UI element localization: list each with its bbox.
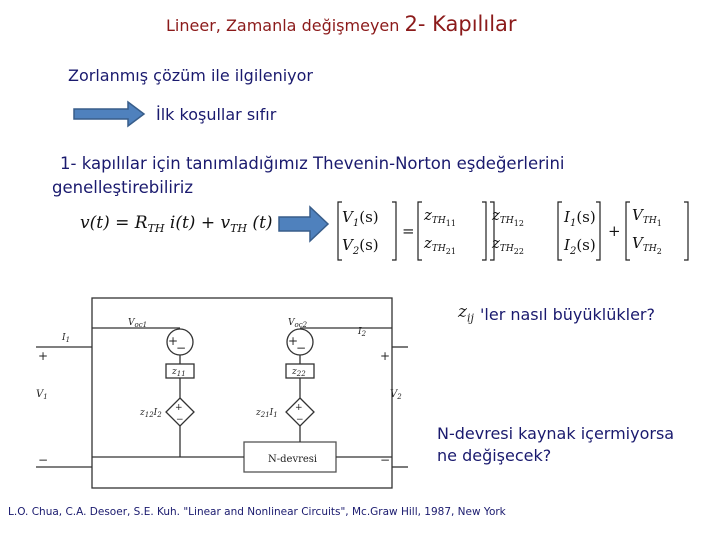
statement-initial-conditions: İlk koşullar sıfır bbox=[156, 105, 277, 124]
svg-text:−: − bbox=[176, 415, 184, 425]
question-line-2: ne değişecek? bbox=[437, 446, 552, 465]
svg-text:zTH11: $z_{TH11}$ bbox=[424, 206, 456, 228]
svg-text:V2: $V_2$ bbox=[390, 389, 402, 401]
svg-text:VTH1: $V_{TH1}$ bbox=[632, 206, 662, 228]
svg-text:V2(s): $V_2(s)$ bbox=[342, 236, 379, 257]
svg-text:+: + bbox=[38, 349, 49, 363]
svg-text:+: + bbox=[288, 334, 299, 348]
question-n-network bbox=[437, 423, 674, 467]
zij-symbol: $z_{ij}$ bbox=[458, 302, 474, 325]
generalization-paragraph bbox=[52, 152, 672, 200]
svg-text:I2(s): $I_2(s)$ bbox=[564, 236, 596, 257]
svg-text:zTH22: $z_{TH22}$ bbox=[492, 234, 524, 256]
right-arrow-icon bbox=[70, 98, 150, 130]
svg-text:−: − bbox=[380, 453, 391, 467]
svg-text:=: = bbox=[402, 222, 415, 240]
svg-text:+: + bbox=[608, 222, 621, 240]
svg-text:−: − bbox=[296, 341, 307, 355]
statement-forced-solution: Zorlanmış çözüm ile ilgileniyor bbox=[68, 66, 313, 85]
svg-text:−: − bbox=[38, 453, 49, 467]
svg-text:VTH2: $V_{TH2}$ bbox=[632, 234, 662, 256]
svg-text:V1: $V_1$ bbox=[36, 389, 48, 401]
slide-title bbox=[166, 12, 517, 36]
svg-text:I1(s): $I_1(s)$ bbox=[564, 208, 596, 229]
right-arrow-icon bbox=[276, 201, 332, 247]
svg-text:V1(s): $V_1(s)$ bbox=[342, 208, 379, 229]
svg-text:zTH21: $z_{TH21}$ bbox=[424, 234, 456, 256]
svg-text:Voc1: $V_{oc1}$ bbox=[128, 318, 148, 329]
title-number: 2- Kapılılar bbox=[404, 12, 517, 36]
svg-text:Voc2: $V_{oc2}$ bbox=[288, 318, 308, 329]
svg-text:I1: $I_1$ bbox=[62, 333, 71, 344]
svg-text:v(t) = RTH i(t) + vTH (t): $v(t) = R_{TH}$ $i(t) + v_{TH}$ (t) bbox=[80, 213, 273, 235]
matrix-equation bbox=[332, 196, 692, 268]
svg-text:I2: $I_2$ bbox=[358, 327, 367, 338]
svg-text:z21I1: $z_{21}I_1$ bbox=[256, 408, 278, 419]
svg-text:+: + bbox=[295, 403, 303, 413]
eq-lhs: v(t) = R bbox=[80, 213, 148, 233]
svg-text:z11: $z_{11}$ bbox=[172, 367, 186, 378]
svg-text:−: − bbox=[296, 415, 304, 425]
svg-text:zTH12: $z_{TH12}$ bbox=[492, 206, 524, 228]
question-line-1: N-devresi kaynak içermiyorsa bbox=[437, 424, 675, 443]
svg-text:+: + bbox=[175, 403, 183, 413]
svg-text:−: − bbox=[176, 341, 187, 355]
thevenin-scalar-equation bbox=[80, 206, 280, 240]
paragraph-line-1: 1- kapılılar için tanımladığımız Thevenin-Norton eşdeğerlerini bbox=[60, 154, 565, 173]
reference-citation: L.O. Chua, C.A. Desoer, S.E. Kuh. "Linear and Nonlinear Circuits", Mc.Graw Hill, 1987, New York bbox=[8, 506, 506, 518]
question-zij: 'ler nasıl büyüklükler? bbox=[480, 305, 655, 324]
two-port-circuit-diagram bbox=[30, 292, 410, 502]
svg-text:z12I2: $z_{12}I_2$ bbox=[140, 408, 162, 419]
svg-text:+: + bbox=[168, 334, 179, 348]
svg-text:+: + bbox=[380, 349, 391, 363]
paragraph-line-2: genelleştirebiliriz bbox=[52, 178, 194, 197]
svg-text:z22: $z_{22}$ bbox=[292, 367, 306, 378]
n-network-label: N-devresi bbox=[268, 454, 318, 465]
title-main: Lineer, Zamanla değişmeyen bbox=[166, 16, 400, 35]
